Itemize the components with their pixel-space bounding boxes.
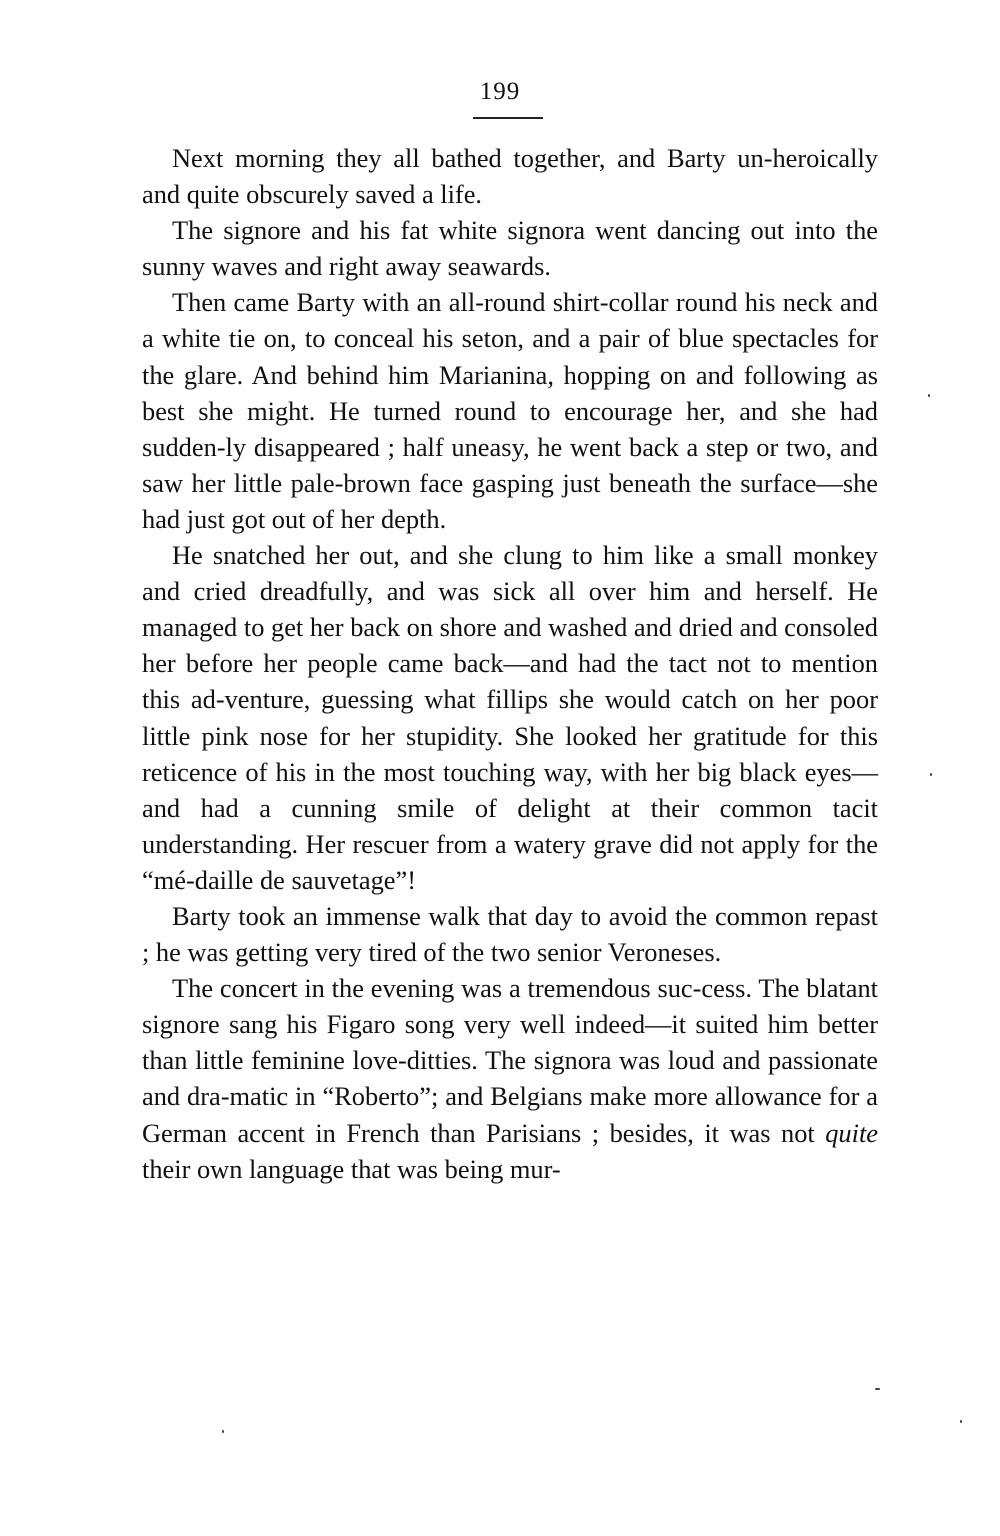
- italic-emphasis: quite: [825, 1117, 878, 1148]
- ink-speck: [928, 394, 930, 397]
- ink-speck: [960, 1420, 962, 1423]
- body-text: [142, 140, 878, 1187]
- paragraph: Barty took an immense walk that day to avoid the common repast ; he was getting very tired of the two senior Veroneses.: [142, 900, 878, 968]
- ink-speck: [222, 1430, 224, 1433]
- paragraph: Next morning they all bathed together, and Barty un-heroically and quite obscurely saved a life.: [142, 143, 878, 210]
- ink-speck: [930, 773, 932, 776]
- ink-speck: [875, 1388, 880, 1390]
- page-number: 199: [479, 78, 521, 105]
- header-rule: [473, 117, 543, 119]
- paragraph: He snatched her out, and she clung to him like a small monkey and cried dreadfully, and was sick all over him and herself. He managed to get her back on shore and washed and dried and consoled her before her people came back—and had the tact not to mention this ad-venture, guessing what fillips she would catch on her poor little pink nose for her stupidity. She looked her gratitude for this reticence of his in the most touching way, with her big black eyes—and had a cunning smile of delight at their common tacit understanding. Her rescuer from a watery grave did not apply for the “mé-daille de sauvetage”!: [142, 540, 878, 895]
- paragraph: The signore and his fat white signora went dancing out into the sunny waves and right away seawards.: [142, 215, 878, 282]
- paragraph-text: their own language that was being mur-: [142, 1153, 561, 1184]
- paragraph: [142, 970, 878, 1187]
- paragraph: Then came Barty with an all-round shirt-collar round his neck and a white tie on, to conceal his seton, and a pair of blue spectacles for the glare. And behind him Marianina, hopping on and following as best she might. He turned round to encourage her, and she had sudden-ly disappeared ; half uneasy, he went back a step or two, and saw her little pale-brown face gasping just beneath the surface—she had just got out of her depth.: [142, 287, 878, 534]
- paragraph-text: The concert in the evening was a tremendous suc-cess. The blatant signore sang his Figaro song very well indeed—it suited him better than little feminine love-ditties. The signora was loud and passionate and dra-matic in “Roberto”; and Belgians make more allowance for a German accent in French than Parisians ; besides, it was not: [142, 973, 878, 1148]
